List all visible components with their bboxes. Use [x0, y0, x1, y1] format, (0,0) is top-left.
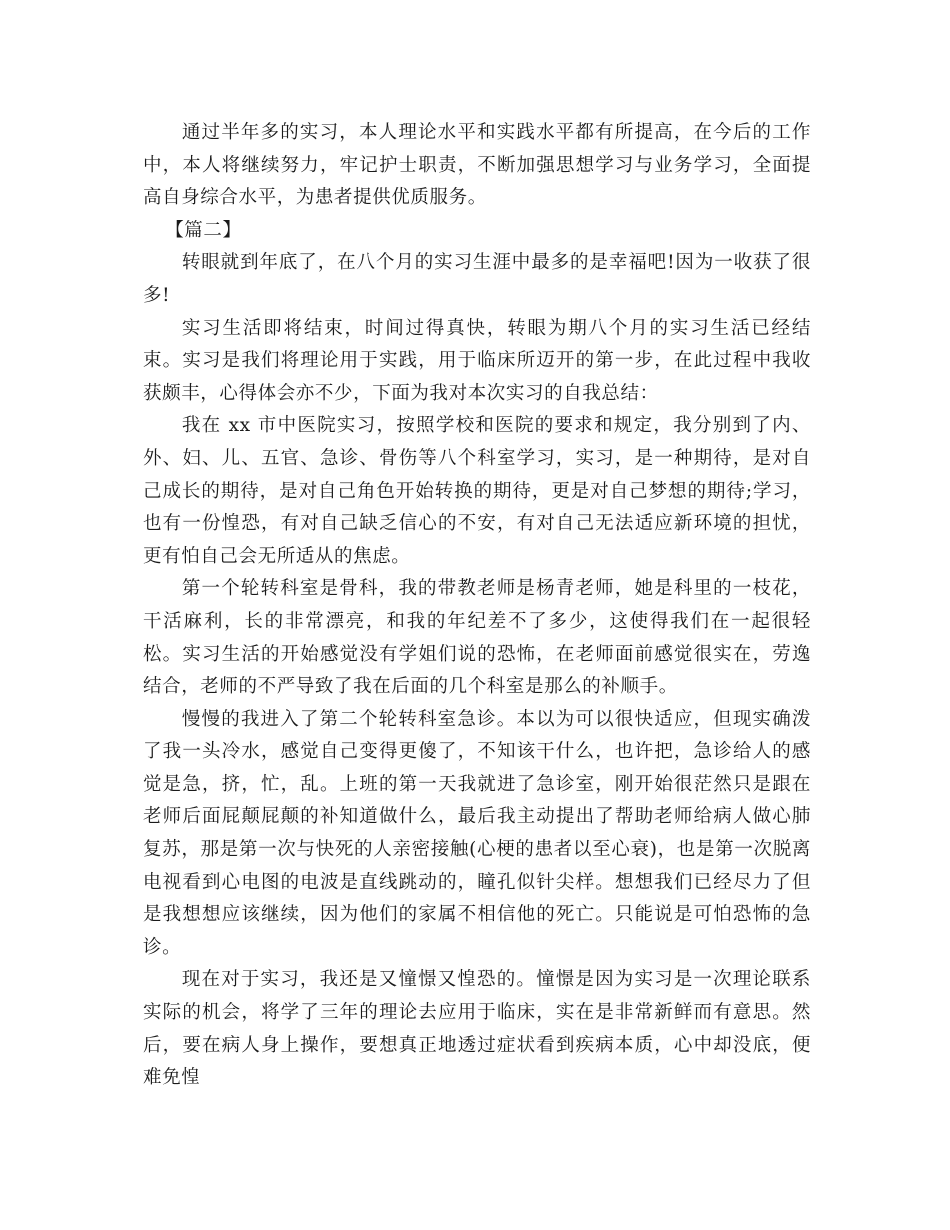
paragraph-intro: 转眼就到年底了，在八个月的实习生涯中最多的是幸福吧!因为一收获了很多! — [143, 252, 811, 306]
section-heading: 【篇二】 — [165, 219, 242, 241]
paragraph-overview: 实习生活即将结束，时间过得真快，转眼为期八个月的实习生活已经结束。实习是我们将理论用于实践，用于临床所迈开的第一步，在此过程中我收获颇丰，心得体会亦不少，下面为我对本次实习的自我总结： — [143, 317, 811, 404]
paragraph-hospital: 我在 xx 市中医院实习，按照学校和医院的要求和规定，我分别到了内、外、妇、儿、五官、急诊、骨伤等八个科室学习，实习，是一种期待，是对自己成长的期待，是对自己角色开始转换的期待，更是对自己梦想的期待;学习，也有一份惶恐，有对自己缺乏信心的不安，有对自己无法适应新环境的担忧，更有怕自己会无所适从的焦虑。 — [143, 415, 811, 567]
paragraph-summary: 通过半年多的实习，本人理论水平和实践水平都有所提高，在今后的工作中，本人将继续努力，牢记护士职责，不断加强思想学习与业务学习，全面提高自身综合水平，为患者提供优质服务。 — [143, 122, 811, 209]
paragraph-reflection: 现在对于实习，我还是又憧憬又惶恐的。憧憬是因为实习是一次理论联系实际的机会，将学了三年的理论去应用于临床，实在是非常新鲜而有意思。然后，要在病人身上操作，要想真正地透过症状看到疾病本质，心中却没底，便难免惶 — [143, 969, 811, 1089]
document-body — [143, 117, 811, 1095]
paragraph-orthopedics: 第一个轮转科室是骨科，我的带教老师是杨青老师，她是科里的一枝花，干活麻利，长的非常漂亮，和我的年纪差不了多少，这使得我们在一起很轻松。实习生活的开始感觉没有学姐们说的恐怖，在老师面前感觉很实在，劳逸结合，老师的不严导致了我在后面的几个科室是那么的补顺手。 — [143, 578, 811, 698]
paragraph-emergency: 慢慢的我进入了第二个轮转科室急诊。本以为可以很快适应，但现实确泼了我一头冷水，感觉自己变得更傻了，不知该干什么，也许把，急诊给人的感觉是急，挤，忙，乱。上班的第一天我就进了急诊室，刚开始很茫然只是跟在老师后面屁颠屁颠的补知道做什么，最后我主动提出了帮助老师给病人做心肺复苏，那是第一次与快死的人亲密接触(心梗的患者以至心衰)，也是第一次脱离电视看到心电图的电波是直线跳动的，瞳孔似针尖样。想想我们已经尽力了但是我想想应该继续，因为他们的家属不相信他的死亡。只能说是可怕恐怖的急诊。 — [143, 708, 811, 958]
